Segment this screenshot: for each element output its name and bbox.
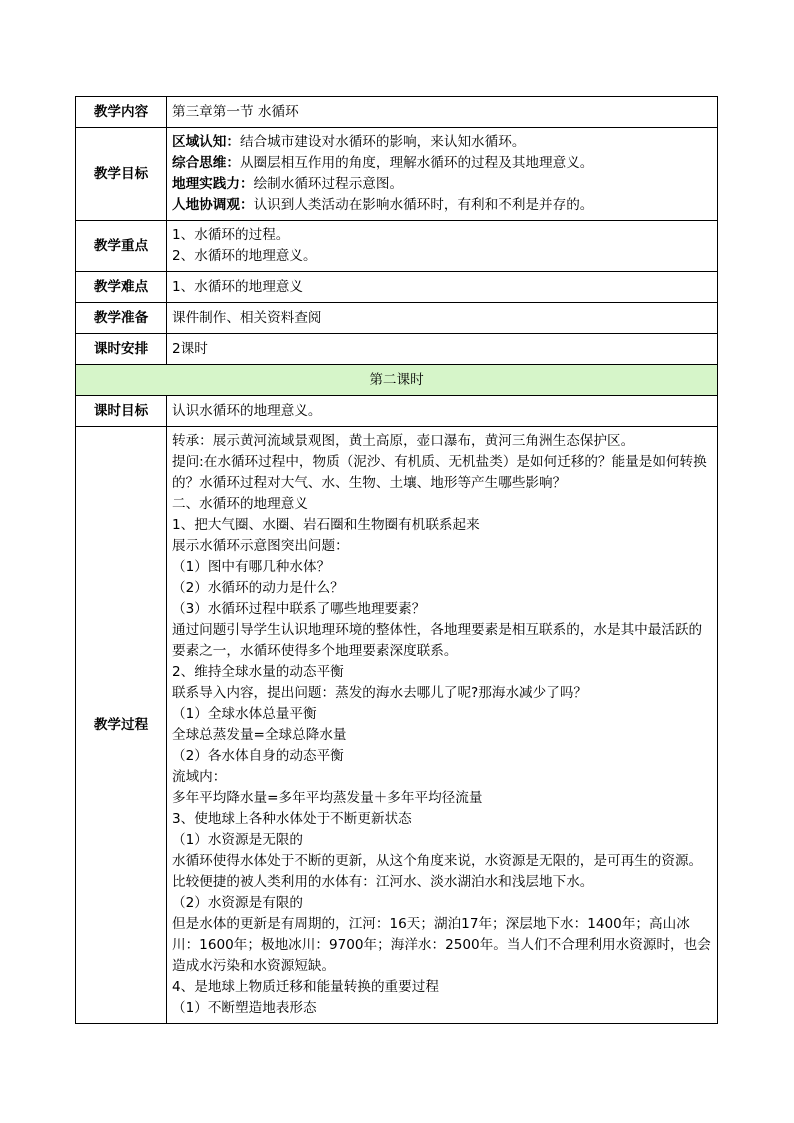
label-goals: 教学目标 [76,128,167,221]
goal-key: 区域认知： [172,134,240,150]
label-key-points: 教学重点 [76,221,167,272]
process-line: 3、使地球上各种水体处于不断更新状态 [172,811,412,827]
label-preparation: 教学准备 [76,303,167,334]
section-banner: 第二课时 [76,365,718,396]
value-goals [167,128,718,221]
row-process [76,427,718,1024]
process-line: （2）各水体自身的动态平衡 [172,748,344,764]
process-line: 通过问题引导学生认识地理环境的整体性，各地理要素是相互联系的，水是其中最活跃的要素之一，水循环使得多个地理要素深度联系。 [172,622,703,659]
process-line: （1）不断塑造地表形态 [172,1000,317,1016]
label-difficulty: 教学难点 [76,272,167,303]
label-content: 教学内容 [76,97,167,128]
value-content: 第三章第一节 水循环 [167,97,718,128]
goal-key: 综合思维： [172,155,240,171]
process-line: （1）图中有哪几种水体？ [172,559,331,575]
process-line: 全球总蒸发量=全球总降水量 [172,727,347,743]
row-schedule [76,334,718,365]
process-line: 但是水体的更新是有周期的，江河：16天；湖泊17年；深层地下水：1400年；高山冰川：1600年；极地冰川：9700年；海洋水：2500年。当人们不合理利用水资源时，也会造成水污染和水资源短缺。 [172,916,711,974]
lesson-plan-table [75,96,718,1024]
value-key-points [167,221,718,272]
label-process: 教学过程 [76,427,167,1024]
goal-text: 从圈层相互作用的角度，理解水循环的过程及其地理意义。 [239,155,594,171]
process-line: （1）全球水体总量平衡 [172,706,317,722]
goal-key: 地理实践力： [172,176,254,192]
goal-text: 绘制水循环过程示意图。 [253,176,404,192]
process-line: 转承：展示黄河流域景观图，黄土高原，壶口瀑布，黄河三角洲生态保护区。 [172,433,635,449]
value-process [167,427,718,1024]
goal-text: 结合城市建设对水循环的影响，来认知水循环。 [239,134,526,150]
process-line: （2）水资源是有限的 [172,895,303,911]
process-line: 1、把大气圈、水圈、岩石圈和生物圈有机联系起来 [172,517,480,533]
row-preparation [76,303,718,334]
goal-item [172,153,712,174]
goal-text: 认识到人类活动在影响水循环时，有利和不利是并存的。 [253,197,594,213]
goal-item [172,195,712,216]
row-period-goal [76,396,718,427]
value-preparation: 课件制作、相关资料查阅 [167,303,718,334]
process-line: 流域内： [172,769,227,785]
row-goals [76,128,718,221]
process-line: 水循环使得水体处于不断的更新，从这个角度来说，水资源是无限的，是可再生的资源。比较便捷的被人类利用的水体有：江河水、淡水湖泊水和浅层地下水。 [172,853,703,890]
value-period-goal: 认识水循环的地理意义。 [167,396,718,427]
process-line: （2）水循环的动力是什么？ [172,580,344,596]
process-line: 联系导入内容，提出问题：蒸发的海水去哪儿了呢?那海水减少了吗？ [172,685,588,701]
key-point-line: 1、水循环的过程。 [172,227,290,243]
row-key-points [76,221,718,272]
value-difficulty: 1、水循环的地理意义 [167,272,718,303]
process-line: 提问:在水循环过程中，物质（泥沙、有机质、无机盐类）是如何迁移的？能量是如何转换的？水循环过程对大气、水、生物、土壤、地形等产生哪些影响？ [172,454,707,491]
process-line: （1）水资源是无限的 [172,832,303,848]
row-difficulty [76,272,718,303]
row-banner [76,365,718,396]
process-line: （3）水循环过程中联系了哪些地理要素？ [172,601,426,617]
goal-item [172,174,712,195]
goal-key: 人地协调观： [172,197,254,213]
goal-item [172,132,712,153]
process-line: 4、是地球上物质迁移和能量转换的重要过程 [172,979,439,995]
value-schedule: 2课时 [167,334,718,365]
row-content [76,97,718,128]
label-period-goal: 课时目标 [76,396,167,427]
process-line: 展示水循环示意图突出问题： [172,538,349,554]
process-line: 多年平均降水量=多年平均蒸发量＋多年平均径流量 [172,790,483,806]
process-line: 2、维持全球水量的动态平衡 [172,664,344,680]
process-line: 二、水循环的地理意义 [172,496,308,512]
key-point-line: 2、水循环的地理意义。 [172,248,317,264]
label-schedule: 课时安排 [76,334,167,365]
